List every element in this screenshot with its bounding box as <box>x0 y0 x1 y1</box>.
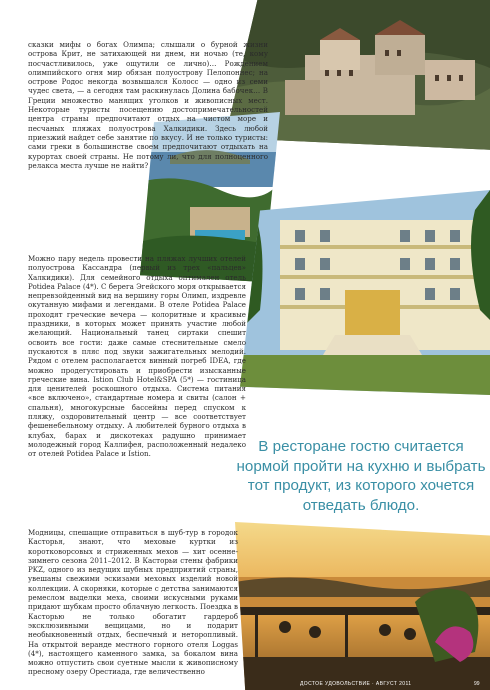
footer-magazine-title: ДОСТОЕ УДОВОЛЬСТВИЕ · АВГУСТ 2011 <box>300 681 412 687</box>
article-text-halkidiki <box>28 254 246 468</box>
article-text-intro <box>28 40 268 179</box>
page-number: 99 <box>474 681 480 687</box>
paragraph: сказки мифы о богах Олимпа; слышали о бурной жизни острова Крит, не затихающей ни днем, ни ночью (те, кому посчастливилось, уже ощутили се лично)… Рождением олимпийского огня мир обязан полуострову Пелопоннес; на острове Родос некогда возвышался Колосс — одно из семи чудес света, — а сегодня там раскинулась Долина бабочек… В Греции множество манящих уголков и живописных мест. Некоторые туристы посещению достопримечательностей центра страны предпочитают отдых на чистом море и песчаных пляжах полуострова Халкидики. Здесь любой приезжий найдет себе занятие по вкусу. И не только туристы: сами греки в большинстве своем предпочитают отдыхать на курортах своей страны. Не потому ли, что для полноценного релакса места лучше не найти? <box>28 40 268 170</box>
pull-quote: В ресторане гостю считается нормой пройти на кухню и выбрать тот продукт, из которого хочется отведать блюдо. <box>236 438 486 514</box>
sunset-restaurant-photo <box>235 522 490 690</box>
paragraph: Модницы, спешащие отправиться в шуб-тур в городок Касторья, знают, что меховые куртки из коротковорсовых и стриженных мехов — хит осенне-зимнего сезона 2011–2012. В Касторьи стены фабрики PKZ, одного из ведущих шубных предприятий страны, увешаны свежими эскизами меховых изделий новой коллекции. А скорняки, которые с детства занимаются ремеслом выделки меха, своими искусными руками придают шубкам просто облачную легкость. Поездка в Касторью не только обогатит гардероб эксклюзивными вещицами, но и подарит необыкновенный отдых, беспечный и неторопливый. На открытой веранде местного горного отеля Loggas (4*), настоящего каменного замка, за бокалом вина можно отпустить свои суетные мысли к живописному пресному озеру Орестиада, где величественно <box>28 528 238 677</box>
hotel-photo <box>240 190 490 395</box>
article-text-kastoria <box>28 528 238 686</box>
paragraph: Можно пару недель провести на пляжах лучших отелей полуострова Кассандра (первый из трех «пальцев» Халкидики). Для семейного отдыха оптимален отель Potidea Palace (4*). С берега Эгейского моря открывается непревзойденный вид на вершину горы Олимп, издревле окутанную мифами и легендами. В отеле Potidea Palace проходят греческие вечера — колоритные и красивые праздники, в которых может принять участие любой желающий. Национальный танец сиртаки спешит освоить все гости: даже самые стеснительные смело пускаются в пляс под звуки зажигательных мелодий. Рядом с отелем располагается винный погреб IDEA, где можно продегустировать и приобрести изысканные греческие вина. Istion Club Hotel&SPA (5*) — гостиница для ценителей роскошного отдыха. Система питания «все включено», стандартные номера и свиты (салон + спальня), многокурсные бассейны перед спуском к пляжу, оздоровительный центр — все соответствует фешенебельному отдыху. А любителей бурного отдыха в клубах, барах и дискотеках радушно принимает молодежный город Каллифея, расположенный недалеко от отелей Potidea Palace и Istion. <box>28 254 246 459</box>
